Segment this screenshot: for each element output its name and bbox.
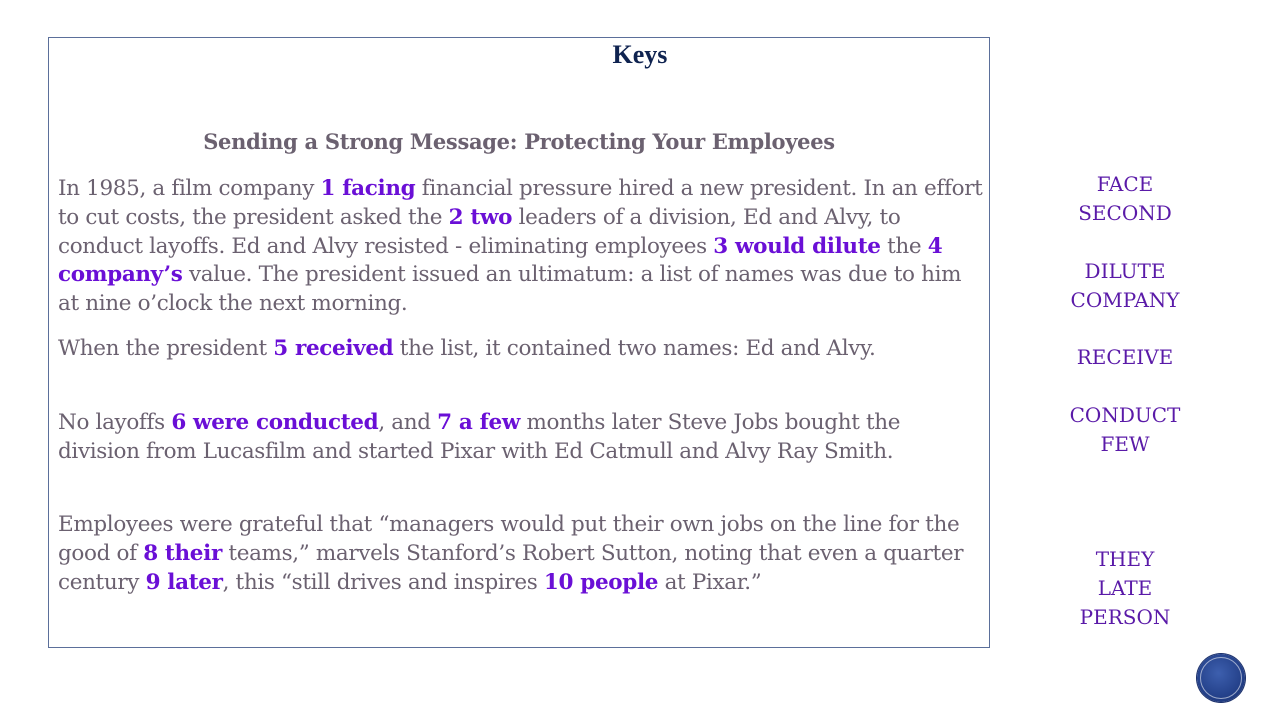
base-word: LATE [1097,576,1153,600]
answer-highlight: 8 their [143,540,222,566]
base-word: FACE [1096,172,1154,196]
answer-highlight: 9 later [145,569,223,595]
passage-text: No layoffs [58,410,172,435]
answer-highlight: 5 received [273,336,394,361]
answer-highlight: 3 would dilute [713,233,881,259]
passage-text: Employees were grateful that “managers would put their own jobs on the line for the good of [58,512,960,566]
passage-paragraph-2 [58,335,984,364]
passage-text: the list, it contained two names: Ed and Alvy. [393,336,876,361]
answer-highlight: 6 were conducted [171,410,379,435]
base-word: COMPANY [1070,288,1180,312]
passage-paragraph-1 [58,175,984,319]
slide-nav-button[interactable] [1197,654,1245,702]
passage-text: value. The president issued an ultimatum: a list of names was due to him at nine o’clock the next morning. [58,262,962,317]
passage-text: the [880,233,928,259]
passage-heading: Sending a Strong Message: Protecting Your Employees [203,129,835,154]
passage-paragraph-3 [58,409,984,467]
passage-text: at Pixar.” [658,569,762,595]
base-word: THEY [1095,547,1155,571]
base-word-group-4 [1040,401,1210,459]
base-word: PERSON [1079,605,1171,629]
base-word: CONDUCT [1069,403,1181,427]
base-word-group-2 [1040,257,1210,315]
base-word: FEW [1100,432,1150,456]
passage-paragraph-4 [58,511,984,597]
passage-text: financial pressure hired a new president. In an effort to cut costs, the president asked the [58,176,983,230]
answer-highlight: 7 a few [437,410,521,435]
base-word-group-5 [1040,545,1210,632]
page-title: Keys [612,40,668,69]
passage-text: months later Steve Jobs bought the division from Lucasfilm and started Pixar with Ed Catmull and Alvy Ray Smith. [58,410,901,464]
passage-text: teams,” marvels Stanford’s Robert Sutton, noting that even a quarter century [58,540,964,595]
answer-highlight: 1 facing [320,176,416,201]
answer-highlight: 10 people [543,569,659,595]
answer-highlight: 2 two [448,204,513,230]
passage-text: leaders of a division, Ed and Alvy, to conduct layoffs. Ed and Alvy resisted - eliminating employees [58,204,901,259]
base-word: RECEIVE [1076,345,1174,369]
answer-highlight: 4 company’s [58,233,943,288]
base-word: SECOND [1078,201,1172,225]
passage-text: , this “still drives and inspires [222,569,544,595]
base-word-group-1 [1040,170,1210,228]
passage-text: In 1985, a film company [58,176,321,201]
passage-text: When the president [58,336,274,361]
passage-text: , and [378,410,438,435]
base-word-group-3 [1040,343,1210,372]
base-word: DILUTE [1084,259,1166,283]
